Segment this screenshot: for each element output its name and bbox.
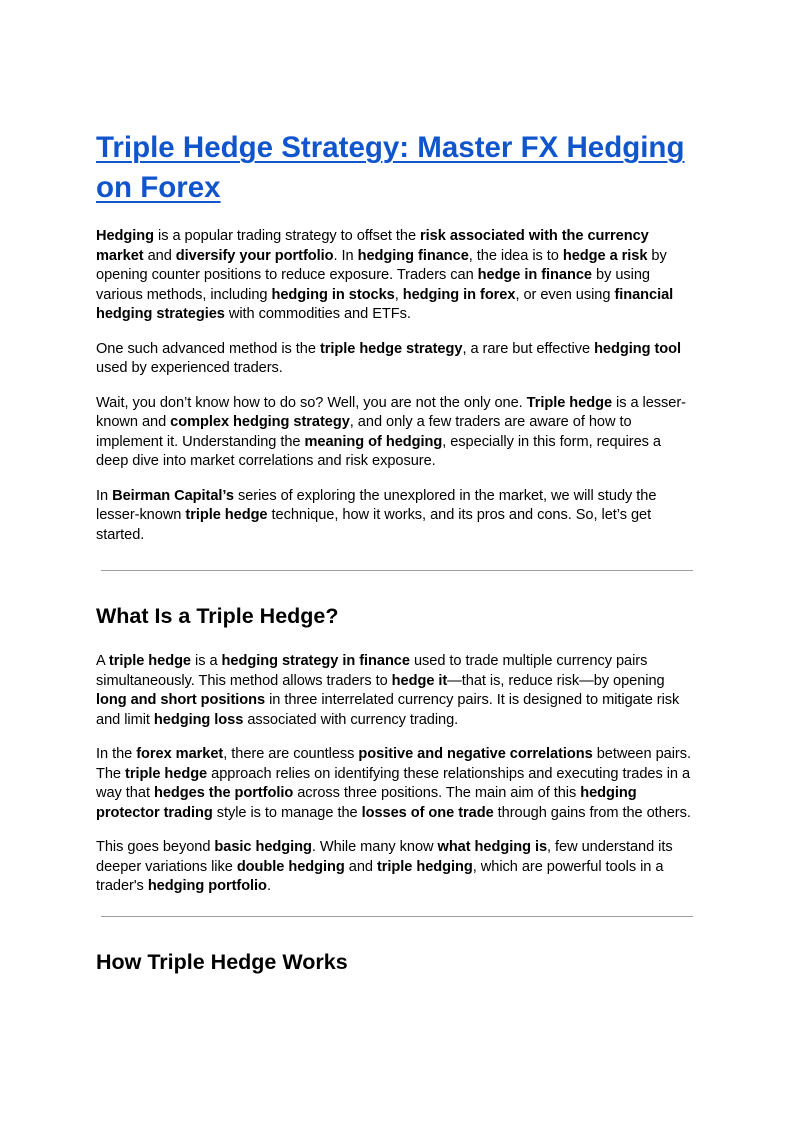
bold-term: Triple hedge [526, 394, 613, 411]
bold-term: hedging strategy in finance [221, 653, 410, 669]
paragraph: In the forex market, there are countless positive and negative correlations between pairs. The triple hedge approach relies on identifying these relationships and executing trades in a way that hedges the portfolio across three positions. The main aim of this hedging protector trading style is to manage the losses of one trade through gains from the others. [96, 746, 691, 821]
bold-term: hedges the portfolio [153, 785, 294, 801]
horizontal-divider [101, 570, 693, 571]
paragraph: In Beirman Capital’s series of exploring the unexplored in the market, we will study the lesser-known triple hedge technique, how it works, and its pros and cons. So, let’s get started. [96, 487, 657, 543]
bold-term: long and short positions [96, 692, 266, 708]
paragraph: A triple hedge is a hedging strategy in finance used to trade multiple currency pairs simultaneously. This method allows traders to hedge it—that is, reduce risk—by opening long and short positions in three interrelated currency pairs. It is designed to mitigate risk and limit hedging loss associated with currency trading. [96, 653, 680, 728]
paragraph: Wait, you don’t know how to do so? Well, you are not the only one. Triple hedge is a lesser-known and complex hedging strategy, and only a few traders are aware of how to implement it. Understanding the meaning of hedging, especially in this form, requires a deep dive into market correlations and risk exposure. [96, 394, 686, 469]
bold-term: hedging finance [357, 247, 469, 264]
horizontal-divider [101, 916, 693, 917]
bold-term: diversify your portfolio [175, 247, 334, 264]
bold-term: financial hedging strategies [96, 286, 674, 322]
bold-term: hedging tool [594, 340, 682, 357]
bold-term: forex market [136, 746, 224, 762]
paragraph: One such advanced method is the triple hedge strategy, a rare but effective hedging tool used by experienced traders. [96, 340, 682, 376]
bold-term: hedging in stocks [271, 286, 395, 303]
bold-term: Beirman Capital’s [112, 487, 234, 504]
bold-term: triple hedging [376, 858, 473, 875]
section-heading: How Triple Hedge Works [96, 949, 348, 974]
bold-term: double hedging [236, 858, 345, 875]
bold-term: Hedging [96, 228, 155, 244]
bold-term: triple hedge strategy [319, 340, 463, 357]
section-heading: What Is a Triple Hedge? [96, 604, 339, 628]
bold-term: hedging loss [153, 711, 244, 728]
section-how-triple-hedge-works [96, 947, 696, 977]
document-page [96, 128, 696, 998]
bold-term: complex hedging strategy [170, 414, 350, 430]
bold-term: hedging portfolio [147, 878, 267, 894]
bold-term: losses of one trade [361, 804, 494, 821]
bold-term: triple hedge [185, 507, 268, 523]
bold-term: triple hedge [108, 653, 192, 669]
paragraph: This goes beyond basic hedging. While many know what hedging is, few understand its deeper variations like double hedging and triple hedging, which are powerful tools in a trader's hedging portfolio. [96, 839, 673, 894]
paragraph: Hedging is a popular trading strategy to offset the risk associated with the currency market and diversify your portfolio. In hedging finance, the idea is to hedge a risk by opening counter positions to reduce exposure. Traders can hedge in finance by using various methods, including hedging in stocks, hedging in forex, or even using financial hedging strategies with commodities and ETFs. [96, 228, 674, 322]
bold-term: what hedging is [437, 839, 548, 855]
bold-term: basic hedging [214, 839, 312, 855]
bold-term: hedge it [391, 672, 448, 689]
section-what-is-triple-hedge [96, 601, 696, 897]
bold-term: hedge in finance [477, 267, 592, 283]
bold-term: risk associated with the currency market [96, 228, 649, 264]
bold-term: hedging protector trading [96, 785, 637, 821]
bold-term: hedge a risk [562, 247, 648, 264]
bold-term: triple hedge [125, 765, 208, 782]
bold-term: positive and negative correlations [358, 746, 593, 762]
bold-term: meaning of hedging [304, 433, 443, 450]
bold-term: hedging in forex [402, 286, 516, 303]
article-title-link[interactable]: Triple Hedge Strategy: Master FX Hedging on Forex [96, 131, 685, 204]
intro-section [96, 227, 696, 545]
